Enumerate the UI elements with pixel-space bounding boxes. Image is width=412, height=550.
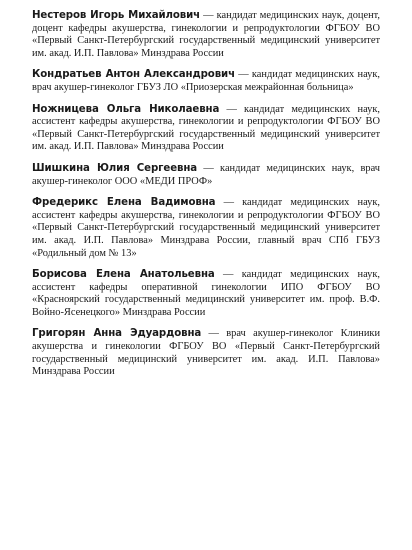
- author-entry: [32, 269, 380, 319]
- author-name: Григорян Анна Эдуардовна: [32, 328, 202, 340]
- author-description: — кандидат медицинских наук, ассистент кафедры акушерства, гинекологии и репродуктологии ФГБОУ ВО «Первый Санкт-Петербургский государственный медицинский университет им. акад. И.П. Павлова» Минздрава России, главный врач СПб ГБУЗ «Родильный дом № 13»: [32, 197, 380, 259]
- author-entry: [32, 197, 380, 260]
- author-description: — кандидат медицинских наук, ассистент кафедры оперативной гинекологии ИПО ФГБОУ ВО «Красноярский государственный медицинский университет им. проф. В.Ф. Войно-Ясенецкого» Минздрава России: [32, 269, 381, 318]
- author-name: Нестеров Игорь Михайлович: [32, 10, 201, 21]
- author-name: Борисова Елена Анатольевна: [32, 269, 215, 281]
- author-description: — кандидат медицинских наук, врач акушер-гинеколог ООО «МЕДИ ПРОФ»: [32, 162, 381, 187]
- author-name: Фредерикс Елена Вадимовна: [32, 197, 216, 209]
- author-name: Ножницева Ольга Николаевна: [32, 103, 220, 115]
- author-entry: [32, 328, 380, 378]
- author-description: — кандидат медицинских наук, врач акушер-гинеколог ГБУЗ ЛО «Приозерская межрайонная больница»: [32, 69, 380, 93]
- author-entry: [32, 104, 380, 154]
- author-name: Шишкина Юлия Сергеевна: [32, 162, 198, 174]
- author-description: — кандидат медицинских наук, ассистент кафедры акушерства, гинекологии и репродуктологии ФГБОУ ВО «Первый Санкт-Петербургский государственный медицинский университет им. акад. И.П. Павлова» Минздрава России: [32, 103, 381, 153]
- author-name: Кондратьев Антон Александрович: [32, 69, 235, 81]
- author-entry: [32, 163, 380, 188]
- author-description: — кандидат медицинских наук, доцент, доцент кафедры акушерства, гинекологии и репродуктологии ФГБОУ ВО «Первый Санкт-Петербургский государственный медицинский университет им. акад. И.П. Павлова» Минздрава России: [32, 10, 381, 59]
- author-entry: [32, 69, 380, 94]
- author-entry: [32, 10, 380, 60]
- author-description: — врач акушер-гинеколог Клиники акушерства и гинекологии ФГБОУ ВО «Первый Санкт-Петербургский государственный медицинский университет им. акад. И.П. Павлова» Минздрава России: [32, 328, 381, 378]
